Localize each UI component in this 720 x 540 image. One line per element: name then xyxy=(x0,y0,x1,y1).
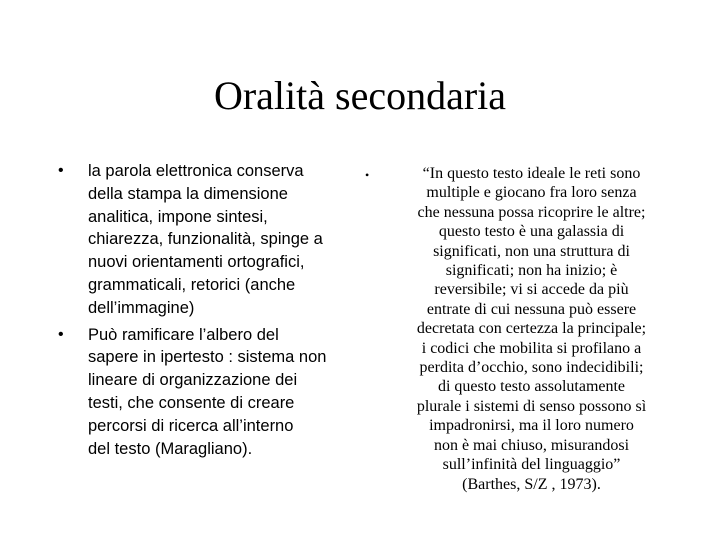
bullet-icon: • xyxy=(58,325,64,343)
text-line: chiarezza, funzionalità, spinge a xyxy=(88,230,323,249)
slide-title: Oralità secondaria xyxy=(213,73,507,118)
text-line: della stampa la dimensione xyxy=(88,184,288,203)
text-line: plurale i sistemi di senso possono sì xyxy=(416,397,647,415)
text-line: lineare di organizzazione dei xyxy=(88,371,298,390)
text-line: sapere in ipertesto : sistema non xyxy=(88,348,327,367)
text-line: nuovi orientamenti ortografici, xyxy=(88,253,305,272)
text-line: (Barthes, S/Z , 1973). xyxy=(462,475,601,493)
right-bullet-item-1 xyxy=(365,164,665,494)
left-bullet-item-1 xyxy=(58,160,358,320)
bullet-text xyxy=(88,160,358,320)
text-line: sull’infinità del linguaggio” xyxy=(442,456,621,474)
text-line: reversibile; vi si accede da più xyxy=(434,281,629,299)
text-line: entrate di cui nessuna può essere xyxy=(426,300,637,318)
text-line: percorsi di ricerca all’interno xyxy=(88,416,294,435)
right-column xyxy=(365,164,665,498)
text-line: “In questo testo ideale le reti sono xyxy=(422,165,641,182)
text-line: del testo (Maragliano). xyxy=(88,439,253,458)
text-line: dell’immagine) xyxy=(88,298,195,317)
text-line: impadronirsi, ma il loro numero xyxy=(429,417,634,435)
bullet-icon: • xyxy=(58,162,64,179)
bullet-icon: • xyxy=(365,168,370,182)
text-line: significati, non una struttura di xyxy=(433,242,630,260)
left-bullet-item-2 xyxy=(58,324,358,461)
text-line: grammaticali, retorici (anche xyxy=(88,275,296,294)
text-line: Può ramificare l’albero del xyxy=(88,325,279,344)
text-line: di questo testo assolutamente xyxy=(437,378,626,396)
text-line: decretata con certezza la principale; xyxy=(416,320,647,338)
text-line: questo testo è una galassia di xyxy=(438,223,625,241)
text-line: la parola elettronica conserva xyxy=(88,162,304,180)
bullet-text xyxy=(88,324,358,461)
text-line: non è mai chiuso, misurandosi xyxy=(433,436,630,454)
text-line: perdita d’occhio, sono indecidibili; xyxy=(419,359,644,377)
text-line: significati; non ha inizio; è xyxy=(445,262,618,280)
text-line: testi, che consente di creare xyxy=(88,393,295,412)
text-line: che nessuna possa ricoprire le altre; xyxy=(417,203,646,221)
text-line: i codici che mobilita si profilano a xyxy=(421,339,642,357)
text-line: analitica, impone sintesi, xyxy=(88,207,268,226)
quote-text xyxy=(398,164,665,494)
text-line: multiple e giocano fra loro senza xyxy=(426,184,637,202)
left-column xyxy=(58,160,358,464)
